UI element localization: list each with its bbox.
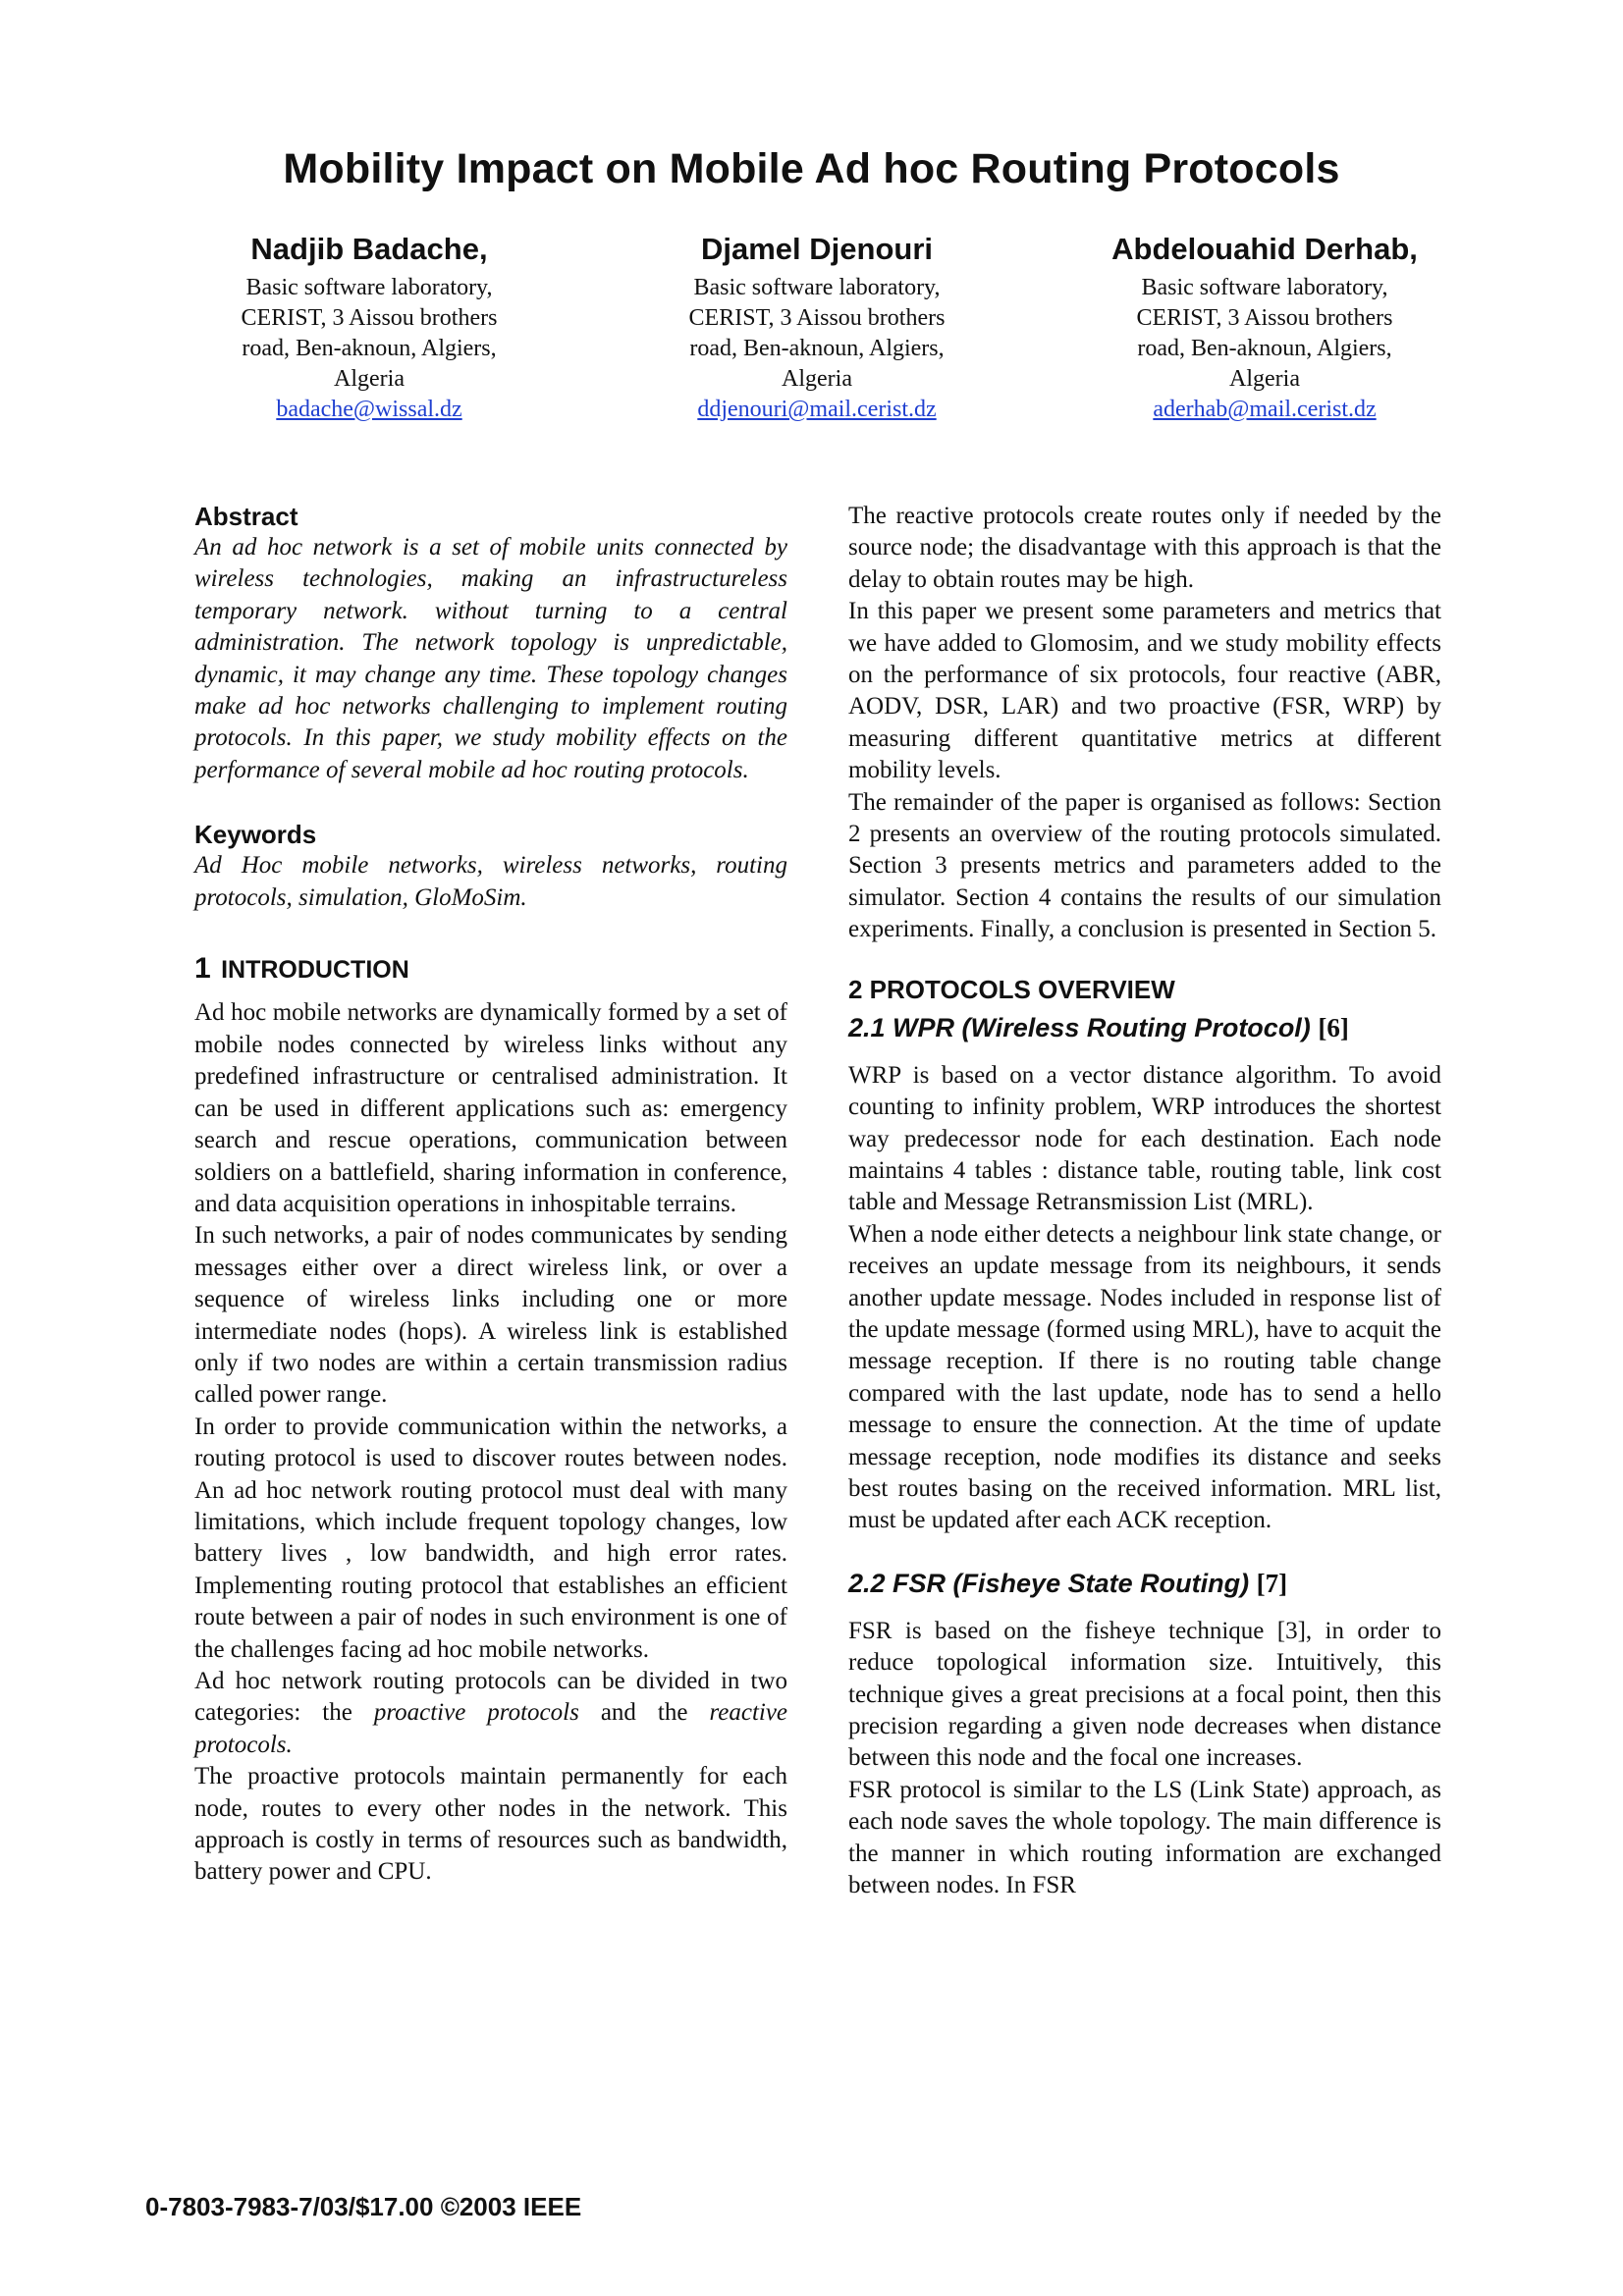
wrp-subheading: [848, 1011, 1441, 1044]
intro-paragraph: In such networks, a pair of nodes communicates by sending messages either over a direct wireless link, or over a sequence of wireless links including one or more intermediate nodes (hops). A wireless link is established only if two nodes are within a certain transmission radius called power range.: [194, 1222, 787, 1409]
copyright-footer: 0-7803-7983-7/03/$17.00 ©2003 IEEE: [145, 2192, 582, 2221]
author-affiliation: road, Ben-aknoun, Algiers,: [242, 336, 497, 361]
author-name: Abdelouahid Derhab,: [1111, 232, 1418, 266]
author-affiliation: Basic software laboratory,: [245, 275, 493, 300]
wrp-citation: [6]: [1318, 1012, 1349, 1042]
intro-paragraph: The reactive protocols create routes only if needed by the source node; the disadvantage with this approach is that the delay to obtain routes may be high.: [848, 503, 1441, 593]
author-affiliation: CERIST, 3 Aissou brothers: [688, 305, 946, 331]
fsr-paragraph: FSR is based on the fisheye technique [3], in order to reduce topological information size. Intuitively, this technique gives a great precisions at a focal point, then this precision regarding a given node decreases when distance between this node and the focal one increases.: [848, 1617, 1441, 1772]
author-affiliation: CERIST, 3 Aissou brothers: [1136, 305, 1393, 331]
intro-term-proactive: proactive protocols: [373, 1699, 579, 1727]
intro-text: Ad hoc network routing protocols can be divided in two categories: the: [194, 1668, 787, 1727]
intro-paragraph: The proactive protocols maintain permanently for each node, routes to every other nodes in the network. This approach is costly in terms of resources such as bandwidth, battery power and CPU.: [194, 1763, 787, 1886]
author-affiliation: road, Ben-aknoun, Algiers,: [1137, 336, 1392, 361]
author-affiliation: Basic software laboratory,: [1141, 275, 1388, 300]
author-affiliation: road, Ben-aknoun, Algiers,: [689, 336, 945, 361]
abstract-text: An ad hoc network is a set of mobile units connected by wireless technologies, making an infrastructureless temporary network. without turning to a central administration. The network topology is unpredictable, dynamic, it may change any time. These topology changes make ad hoc networks challenging to implement routing protocols. In this paper, we study mobility effects on the performance of several mobile ad hoc routing protocols.: [194, 534, 787, 783]
author-block-3: [1068, 232, 1461, 425]
author-name: Djamel Djenouri: [701, 232, 933, 266]
author-affiliation: CERIST, 3 Aissou brothers: [241, 305, 498, 331]
intro-text: and the: [600, 1699, 688, 1727]
author-affiliation: Algeria: [1229, 366, 1300, 392]
author-name: Nadjib Badache,: [250, 232, 488, 266]
author-email-link[interactable]: ddjenouri@mail.cerist.dz: [697, 397, 937, 422]
intro-paragraph: In order to provide communication within the networks, a routing protocol is used to discover routes between nodes. An ad hoc network routing protocol must deal with many limitations, which include frequent topology changes, low battery lives , low bandwidth, and high error rates. Implementing routing protocol that establishes an efficient route between a pair of nodes in such environment is one of the challenges facing ad hoc mobile networks.: [194, 1413, 787, 1663]
author-affiliation: Basic software laboratory,: [693, 275, 941, 300]
author-block-2: [621, 232, 1013, 425]
wrp-subheading-text: 2.1 WPR (Wireless Routing Protocol): [848, 1012, 1311, 1042]
author-block-1: [173, 232, 566, 425]
intro-paragraph: In this paper we present some parameters and metrics that we have added to Glomosim, and we study mobility effects on the performance of six protocols, four reactive (ABR, AODV, DSR, LAR) and two proactive (FSR, WRP) by measuring different quantitative metrics at different mobility levels.: [848, 598, 1441, 784]
keywords-text: Ad Hoc mobile networks, wireless networks, routing protocols, simulation, GloMoSim.: [194, 852, 787, 911]
abstract-heading: Abstract: [194, 502, 298, 531]
paper-title: Mobility Impact on Mobile Ad hoc Routing Protocols: [283, 145, 1340, 192]
overview-heading: 2 PROTOCOLS OVERVIEW: [848, 974, 1175, 1004]
author-email-link[interactable]: badache@wissal.dz: [276, 397, 462, 422]
wrp-paragraph: When a node either detects a neighbour link state change, or receives an update message from its neighbours, it sends another update message. Nodes included in response list of the update message (formed using MRL), have to acquit the message reception. If there is no routing table change compared with the last update, node has to send a hello message to ensure the connection. At the time of update message reception, node modifies its distance and seeks best routes basing on the received information. MRL list, must be updated after each ACK reception.: [848, 1220, 1441, 1534]
right-column: [848, 501, 1441, 1901]
intro-heading-label: INTRODUCTION: [221, 956, 409, 985]
fsr-paragraph: FSR protocol is similar to the LS (Link State) approach, as each node saves the whole topology. The main difference is the manner in which routing information are exchanged between nodes. In FSR: [848, 1776, 1441, 1899]
author-affiliation: Algeria: [334, 366, 405, 392]
fsr-subheading: [848, 1567, 1441, 1600]
fsr-citation: [7]: [1256, 1568, 1288, 1598]
keywords-heading: Keywords: [194, 820, 317, 850]
intro-heading: [194, 949, 787, 986]
left-column: [194, 501, 787, 1889]
author-affiliation: Algeria: [782, 366, 852, 392]
intro-paragraph: The remainder of the paper is organised as follows: Section 2 presents an overview of the routing protocols simulated. Section 3 presents metrics and parameters added to the simulator. Section 4 contains the results of our simulation experiments. Finally, a conclusion is presented in Section 5.: [848, 788, 1441, 943]
intro-term-reactive: reactive protocols.: [194, 1699, 788, 1758]
author-email-link[interactable]: aderhab@mail.cerist.dz: [1153, 397, 1377, 422]
intro-paragraph: Ad hoc mobile networks are dynamically formed by a set of mobile nodes connected by wireless links without any predefined infrastructure or centralised administration. It can be used in different applications such as: emergency search and rescue operations, communication between soldiers on a battlefield, sharing information in conference, and data acquisition operations in inhospitable terrains.: [194, 999, 787, 1217]
wrp-paragraph: WRP is based on a vector distance algorithm. To avoid counting to infinity problem, WRP introduces the shortest way predecessor node for each destination. Each node maintains 4 tables : distance table, routing table, link cost table and Message Retransmission List (MRL).: [848, 1061, 1441, 1216]
fsr-subheading-text: 2.2 FSR (Fisheye State Routing): [848, 1568, 1250, 1598]
intro-paragraph: [194, 1666, 787, 1761]
intro-heading-number: 1: [194, 952, 211, 986]
